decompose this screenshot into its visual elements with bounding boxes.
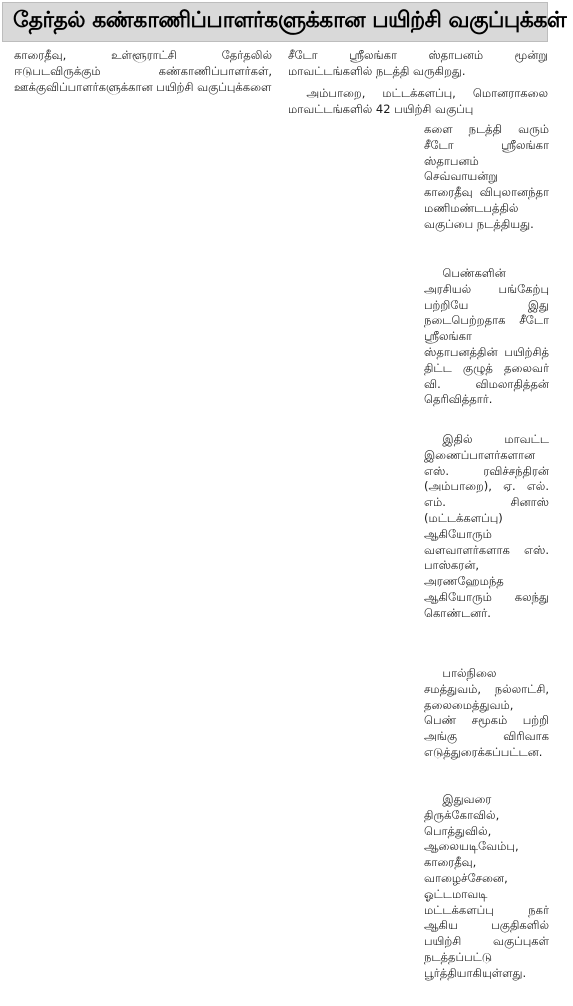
column-2-paragraph-1: சீடோ ஸ்ரீலங்கா ஸ்தாபனம் மூன்று மாவட்டங்களில் நடத்தி வருகிறது. — [288, 48, 548, 78]
column-2-paragraph-2: அம்பாறை, மட்டக்களப்பு, மொனராகலை மாவட்டங்களில் 42 பயிற்சி வகுப்பு — [288, 86, 548, 116]
headline-bar — [2, 2, 567, 42]
column-3-paragraph-5: இதுவரை திருக்கோவில், பொத்துவில், ஆலையடிவேம்பு, காரைதீவு, வாழைச்சேனை, ஓட்டமாவடி மட்டக்களப்பு நகர் ஆகிய பகுதிகளில் பயிற்சி வகுப்புகள் நடத்தப்பட்டு பூர்த்தியாகியுள்ளது. — [424, 792, 549, 980]
headline: தேர்தல் கண்காணிப்பாளர்களுக்கான பயிற்சி வகுப்புக்கள் — [13, 8, 567, 33]
column-3-paragraph-1: களை நடத்தி வரும் சீடோ ஸ்ரீலங்கா ஸ்தாபனம் செவ்வாயன்று காரைதீவு விபுலானந்தா மணிமண்டபத்தில் வகுப்பை நடத்தியது. — [424, 122, 549, 231]
column-1-paragraph-1: காரைதீவு, உள்ளூராட்சி தேர்தலில் ஈடுபடவிருக்கும் கண்காணிப்பாளர்கள், ஊக்குவிப்பாளர்களுக்கான பயிற்சி வகுப்புக்களை — [14, 48, 272, 94]
column-3-paragraph-2: பெண்களின் அரசியல் பங்கேற்பு பற்றியே இது நடைபெற்றதாக சீடோ ஸ்ரீலங்கா ஸ்தாபனத்தின் பயிற்சித் திட்ட குழுத் தலைவர் வி. விமலாதித்தன் தெரிவித்தார். — [424, 266, 549, 407]
column-3-paragraph-4: பால்நிலை சமத்துவம், நல்லாட்சி, தலைமைத்துவம், பெண் சமூகம் பற்றி அங்கு விரிவாக எடுத்துரைக்கப்பட்டன. — [424, 666, 549, 759]
column-3-paragraph-3: இதில் மாவட்ட இணைப்பாளர்களான எஸ். ரவிச்சந்திரன் (அம்பாறை), ஏ. எல். எம். சினாஸ் (மட்டக்களப்பு) ஆகியோரும் வளவாளர்களாக எஸ். பாஸ்கரன், அரணஹேமந்த ஆகியோரும் கலந்து கொண்டனர். — [424, 432, 549, 620]
